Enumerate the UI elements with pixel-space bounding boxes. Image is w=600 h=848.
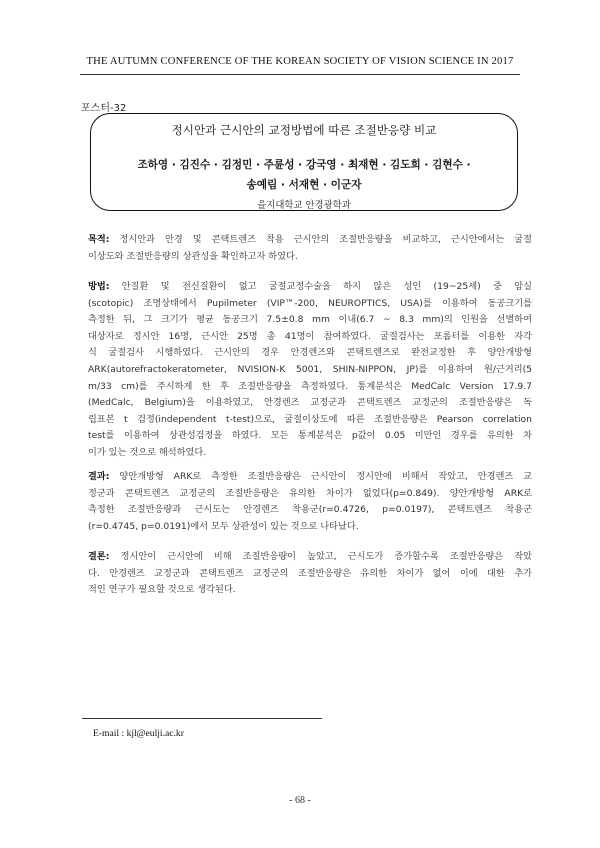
- authors-line-2: 송예림 · 서재현 · 이군자: [246, 179, 362, 191]
- methods-line-7: (MedCalc, Belgium)을 이용하였고, 안경렌즈 교정군과 콘택트렌즈 교정군의 조절반응량은 독: [88, 397, 532, 409]
- results-section: [88, 469, 532, 535]
- conclusion-section: [88, 549, 532, 599]
- results-label: 결과:: [88, 471, 110, 482]
- conclusion-label: 결론:: [88, 551, 110, 562]
- purpose-text-0: 정시안과 안경 및 콘택트렌즈 착용 근시안의 조절반응량을 비교하고, 근시안에서는 굴절: [119, 234, 532, 245]
- conclusion-line-0: [88, 549, 532, 566]
- results-line-1: 정군과 콘택트렌즈 교정군의 조절반응량은 유의한 차이가 없었다(p=0.849). 양안개방형 ARK로: [88, 487, 532, 499]
- methods-section: [88, 279, 532, 462]
- email-footnote: E-mail : kjl@eulji.ac.kr: [93, 728, 184, 739]
- paper-title: 정시안과 근시안의 교정방법에 따른 조절반응량 비교: [171, 123, 437, 137]
- purpose-label: 목적:: [88, 234, 110, 245]
- methods-line-2: 측정한 뒤, 그 크기가 평균 동공크기 7.5±0.8 mm 이내(6.7 ~ 8.3 mm)의 인원을 선별하여: [88, 314, 532, 326]
- methods-line-10: 이가 있는 것으로 해석하였다.: [88, 446, 207, 458]
- affiliation: 을지대학교 안경광학과: [257, 200, 351, 211]
- methods-line-3: 대상자로 정시안 16명, 근시안 25명 총 41명이 참여하였다. 굴절검사는 포롭터를 이용한 자각: [88, 330, 532, 342]
- header-rule: [80, 74, 520, 75]
- results-line-3: (r=0.4745, p=0.0191)에서 모두 상관성이 있는 것으로 나타났다.: [88, 520, 359, 532]
- authors-line-1: 조하영 · 김진수 · 김정민 · 주륜성 · 강국영 · 최재현 · 김도희 · 김현수 ·: [137, 159, 471, 171]
- methods-line-8: 립표본 t 검정(independent t-test)으로, 굴절이상도에 따른 조절반응량은 Pearson correlation: [88, 413, 532, 425]
- footnote-rule: [82, 718, 322, 719]
- methods-line-9: test를 이용하여 상관성검정을 하였다. 모든 통계분석은 p값이 0.05 미만인 경우를 유의한 차: [88, 430, 532, 442]
- results-line-2: 측정한 조절반응량과 근시도는 안경렌즈 착용군(r=0.4726, p=0.0197), 콘택트렌즈 착용군: [88, 504, 532, 516]
- purpose-section: [88, 232, 532, 265]
- purpose-line-0: [88, 232, 532, 249]
- title-box: [90, 113, 518, 211]
- methods-line-4: 식 굴절검사 시행하였다. 근시안의 경우 안경렌즈와 콘택트렌즈로 완전교정한 후 양안개방형: [88, 347, 532, 359]
- conference-header: THE AUTUMN CONFERENCE OF THE KOREAN SOCIETY OF VISION SCIENCE IN 2017: [86, 56, 514, 67]
- results-text-0: 양안개방형 ARK로 측정한 조절반응량은 근시안이 정시안에 비해서 작았고, 안경렌즈 교: [119, 471, 532, 482]
- methods-line-6: m/33 cm)를 주시하게 한 후 조절반응량을 측정하였다. 통계분석은 MedCalc Version 17.9.7: [88, 380, 532, 392]
- poster-id: 포스터-32: [81, 103, 127, 114]
- methods-label: 방법:: [88, 281, 110, 292]
- purpose-line-1: 이상도와 조절반응량의 상관성을 확인하고자 하였다.: [88, 250, 298, 262]
- methods-line-1: (scotopic) 조명상태에서 Pupilmeter (VIP™-200, NEUROPTICS, USA)를 이용하여 동공크기를: [88, 297, 532, 309]
- results-line-0: [88, 469, 532, 486]
- conclusion-line-1: 다. 안경렌즈 교정군과 콘택트렌즈 교정군의 조절반응량은 유의한 차이가 없어 이에 대한 추가: [88, 567, 532, 579]
- methods-line-5: ARK(autorefractokeratometer, NVISION-K 5001, SHIN-NIPPON, JP)를 이용하여 원/근거리(5: [88, 363, 532, 375]
- conclusion-text-0: 정시안이 근시안에 비해 조절반응량이 높았고, 근시도가 증가할수록 조절반응량은 작았: [120, 551, 532, 562]
- conclusion-line-2: 적인 연구가 필요할 것으로 생각된다.: [88, 584, 236, 596]
- methods-text-0: 안질환 및 전신질환이 없고 굴절교정수술을 하지 않은 성인 (19~25세) 중 암실: [121, 281, 532, 292]
- page-number: - 68 -: [289, 795, 311, 806]
- methods-line-0: [88, 279, 532, 296]
